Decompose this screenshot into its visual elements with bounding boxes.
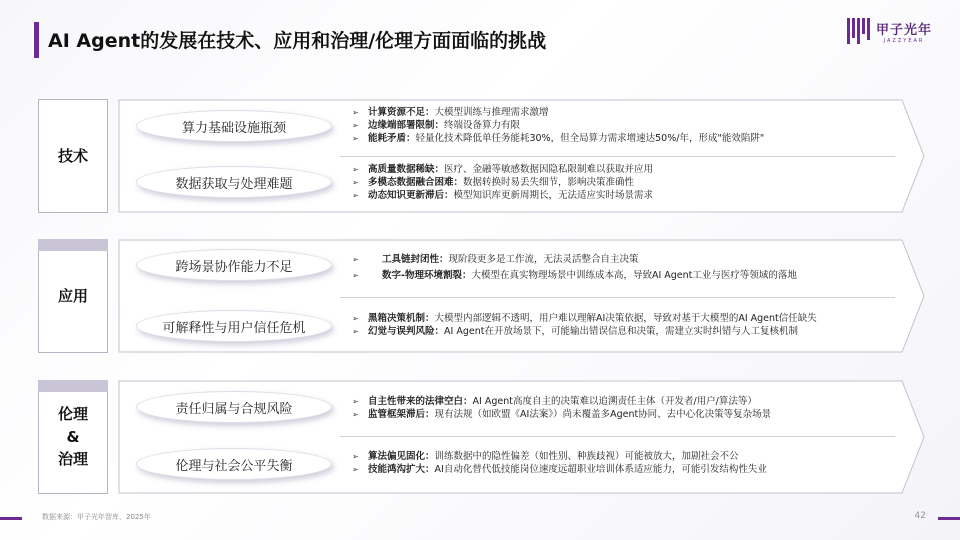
bullets-data xyxy=(352,163,653,202)
category-top-bar xyxy=(38,380,108,392)
title-accent-bar xyxy=(34,22,39,58)
logo xyxy=(847,18,932,44)
footer-accent-right xyxy=(938,517,960,520)
bullet-item: ➢ 动态知识更新滞后： 模型知识库更新周期长，无法适应实时场景需求 xyxy=(352,190,654,201)
pill-label: 算力基础设施瓶颈 xyxy=(181,120,286,136)
bullets-responsibility xyxy=(352,395,771,421)
bullets-cross-scenario xyxy=(352,252,797,284)
logo-mark-icon xyxy=(847,18,870,44)
pill-label: 可解释性与用户信任危机 xyxy=(162,320,306,336)
pill-label: 跨场景协作能力不足 xyxy=(175,259,293,275)
bullet-item: ➢ 计算资源不足： 大模型训练与推理需求激增 xyxy=(352,107,549,118)
category-application xyxy=(38,239,108,353)
divider xyxy=(340,436,895,437)
bullet-item: ➢ 能耗矛盾： 轻量化技术降低单任务能耗30%，但全局算力需求增速达50%/年，形成"能效陷阱" xyxy=(352,133,765,144)
bullet-item: ➢ 高质量数据稀缺： 医疗、金融等敏感数据因隐私限制难以获取并应用 xyxy=(352,164,654,175)
bullets-compute xyxy=(352,106,764,145)
page-number: 42 xyxy=(914,511,926,521)
category-tech xyxy=(38,99,108,213)
footer-accent-left xyxy=(0,517,22,520)
category-top-bar xyxy=(38,239,108,251)
pill-label: 责任归属与合规风险 xyxy=(175,401,293,417)
divider xyxy=(340,156,895,157)
bullet-item: ➢ 自主性带来的法律空白： AI Agent高度自主的决策难以追溯责任主体（开发者/用户/算法等） xyxy=(352,396,757,407)
bullet-item: ➢ 监管框架滞后： 现有法规（如欧盟《AI法案》）尚未覆盖多Agent协同、去中心化决策等复杂场景 xyxy=(352,409,772,420)
logo-name-en: JAZZYEAR xyxy=(883,37,925,44)
bullet-item: ➢ 幻觉与误判风险： AI Agent在开放场景下，可能输出错误信息和决策，需建立实时纠错与人工复核机制 xyxy=(352,326,798,337)
bullet-item: ➢ 黑箱决策机制： 大模型内部逻辑不透明，用户难以理解AI决策依据，导致对基于大模型的AI Agent信任缺失 xyxy=(352,313,817,324)
bullet-item: ➢ 技能鸿沟扩大： AI自动化替代低技能岗位速度远超职业培训体系适应能力，可能引发结构性失业 xyxy=(352,464,767,475)
divider xyxy=(340,297,895,298)
pill-explainability xyxy=(136,310,332,342)
bullet-item: ➢ 多模态数据融合困难： 数据转换时易丢失细节，影响决策准确性 xyxy=(352,177,635,188)
category-label: 应用 xyxy=(57,286,88,305)
bullet-item: ➢ 数字-物理环境割裂： 大模型在真实物理场景中训练成本高，导致AI Agent工业与医疗等领域的落地 xyxy=(352,270,797,281)
pill-data-challenge xyxy=(136,166,332,198)
bullet-item: ➢ 工具链封闭性： 现阶段更多是工作流，无法灵活整合自主决策 xyxy=(352,254,639,265)
bullet-item: ➢ 算法偏见固化： 训练数据中的隐性偏差（如性别、种族歧视）可能被放大，加剧社会不公 xyxy=(352,451,739,462)
logo-name: 甲子光年 xyxy=(875,22,932,38)
pill-label: 数据获取与处理难题 xyxy=(175,176,293,192)
category-ethics-governance xyxy=(38,380,108,494)
source-note: 数据来源：甲子光年智库，2025年 xyxy=(42,513,151,521)
pill-compute-bottleneck xyxy=(136,110,332,142)
category-label: 技术 xyxy=(57,146,88,165)
page-title: AI Agent的发展在技术、应用和治理/伦理方面面临的挑战 xyxy=(48,30,547,52)
logo-text xyxy=(876,19,932,44)
bullet-item: ➢ 边缘端部署限制： 终端设备算力有限 xyxy=(352,120,521,131)
bullets-explainability xyxy=(352,312,817,338)
pill-ethics-fairness xyxy=(136,448,332,480)
category-label: 伦理 & 治理 xyxy=(57,405,88,469)
bullets-ethics xyxy=(352,450,767,476)
pill-label: 伦理与社会公平失衡 xyxy=(175,458,293,474)
pill-cross-scenario xyxy=(136,249,332,281)
pill-responsibility xyxy=(136,391,332,423)
